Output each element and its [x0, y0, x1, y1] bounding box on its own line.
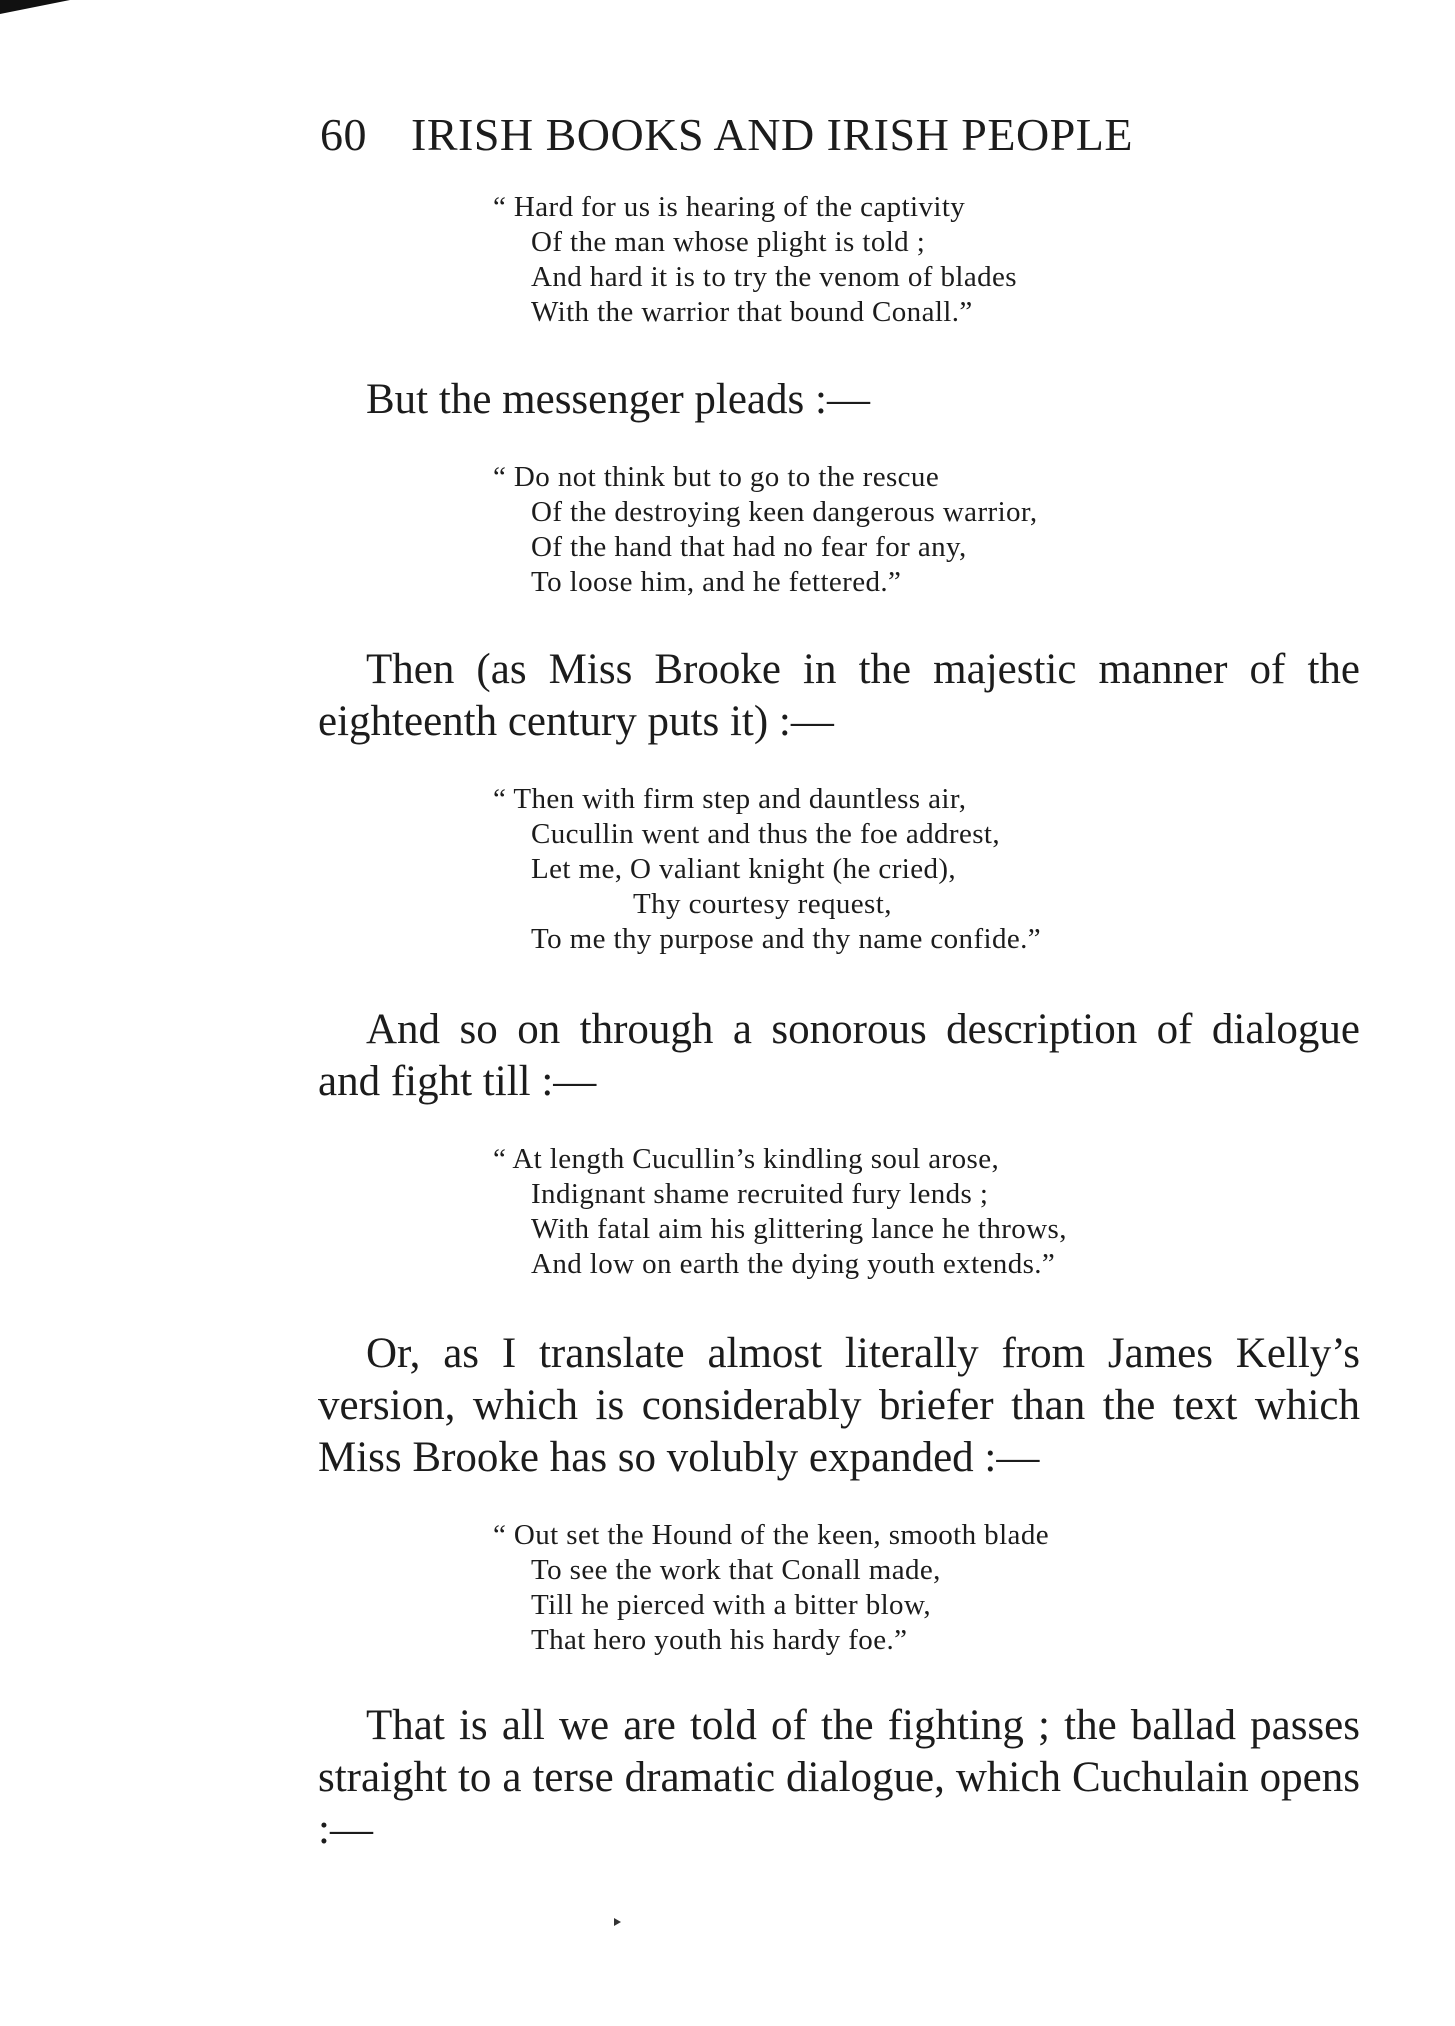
page-number: 60 — [320, 109, 367, 160]
verse-line: With the warrior that bound Conall.” — [531, 296, 973, 328]
verse-quote-4 — [493, 1142, 1067, 1282]
verse-line: To see the work that Conall made, — [531, 1554, 941, 1586]
folio-mark — [614, 1918, 621, 1926]
paragraph-text: Or, as I translate almost literally from James Kelly’s version, which is considerably briefer than the text which Miss Brooke has so volubly expanded :— — [318, 1330, 1360, 1481]
verse-line: Cucullin went and thus the foe addrest, — [531, 818, 1001, 850]
page-corner-mark — [0, 0, 70, 14]
verse-quote-2 — [493, 460, 1037, 600]
verse-line: Till he pierced with a bitter blow, — [531, 1589, 932, 1621]
verse-line: “ Hard for us is hearing of the captivity — [493, 191, 966, 223]
verse-line: Thy courtesy request, — [633, 888, 892, 920]
verse-line: Of the man whose plight is told ; — [531, 226, 926, 258]
paragraph-text: But the messenger pleads :— — [366, 376, 870, 423]
paragraph-2 — [318, 644, 1360, 748]
verse-quote-5 — [493, 1518, 1049, 1658]
verse-quote-3 — [493, 782, 1041, 957]
verse-line: And low on earth the dying youth extends.” — [531, 1248, 1056, 1280]
verse-line: To loose him, and he fettered.” — [531, 566, 902, 598]
page-header — [320, 108, 1260, 161]
verse-line: With fatal aim his glittering lance he throws, — [531, 1213, 1067, 1245]
verse-line: “ Do not think but to go to the rescue — [493, 461, 940, 493]
verse-line: Of the destroying keen dangerous warrior, — [531, 496, 1038, 528]
verse-line: Indignant shame recruited fury lends ; — [531, 1178, 989, 1210]
paragraph-text: That is all we are told of the fighting ; the ballad passes straight to a terse dramatic dialogue, which Cuchulain opens :— — [318, 1702, 1360, 1853]
verse-line: “ At length Cucullin’s kindling soul arose, — [493, 1143, 1000, 1175]
verse-line: Of the hand that had no fear for any, — [531, 531, 967, 563]
verse-line: And hard it is to try the venom of blades — [531, 261, 1017, 293]
verse-line: Let me, O valiant knight (he cried), — [531, 853, 957, 885]
verse-line: That hero youth his hardy foe.” — [531, 1624, 908, 1656]
paragraph-4 — [318, 1328, 1360, 1484]
verse-line: “ Out set the Hound of the keen, smooth blade — [493, 1519, 1049, 1551]
verse-line: To me thy purpose and thy name confide.” — [531, 923, 1042, 955]
verse-line: “ Then with firm step and dauntless air, — [493, 783, 967, 815]
paragraph-3 — [318, 1004, 1360, 1108]
paragraph-1 — [318, 374, 1360, 426]
paragraph-text: Then (as Miss Brooke in the majestic manner of the eighteenth century puts it) :— — [318, 646, 1360, 745]
verse-quote-1 — [493, 190, 1017, 330]
paragraph-5 — [318, 1700, 1360, 1856]
running-title: IRISH BOOKS AND IRISH PEOPLE — [411, 109, 1133, 160]
paragraph-text: And so on through a sonorous description of dialogue and fight till :— — [318, 1006, 1360, 1105]
